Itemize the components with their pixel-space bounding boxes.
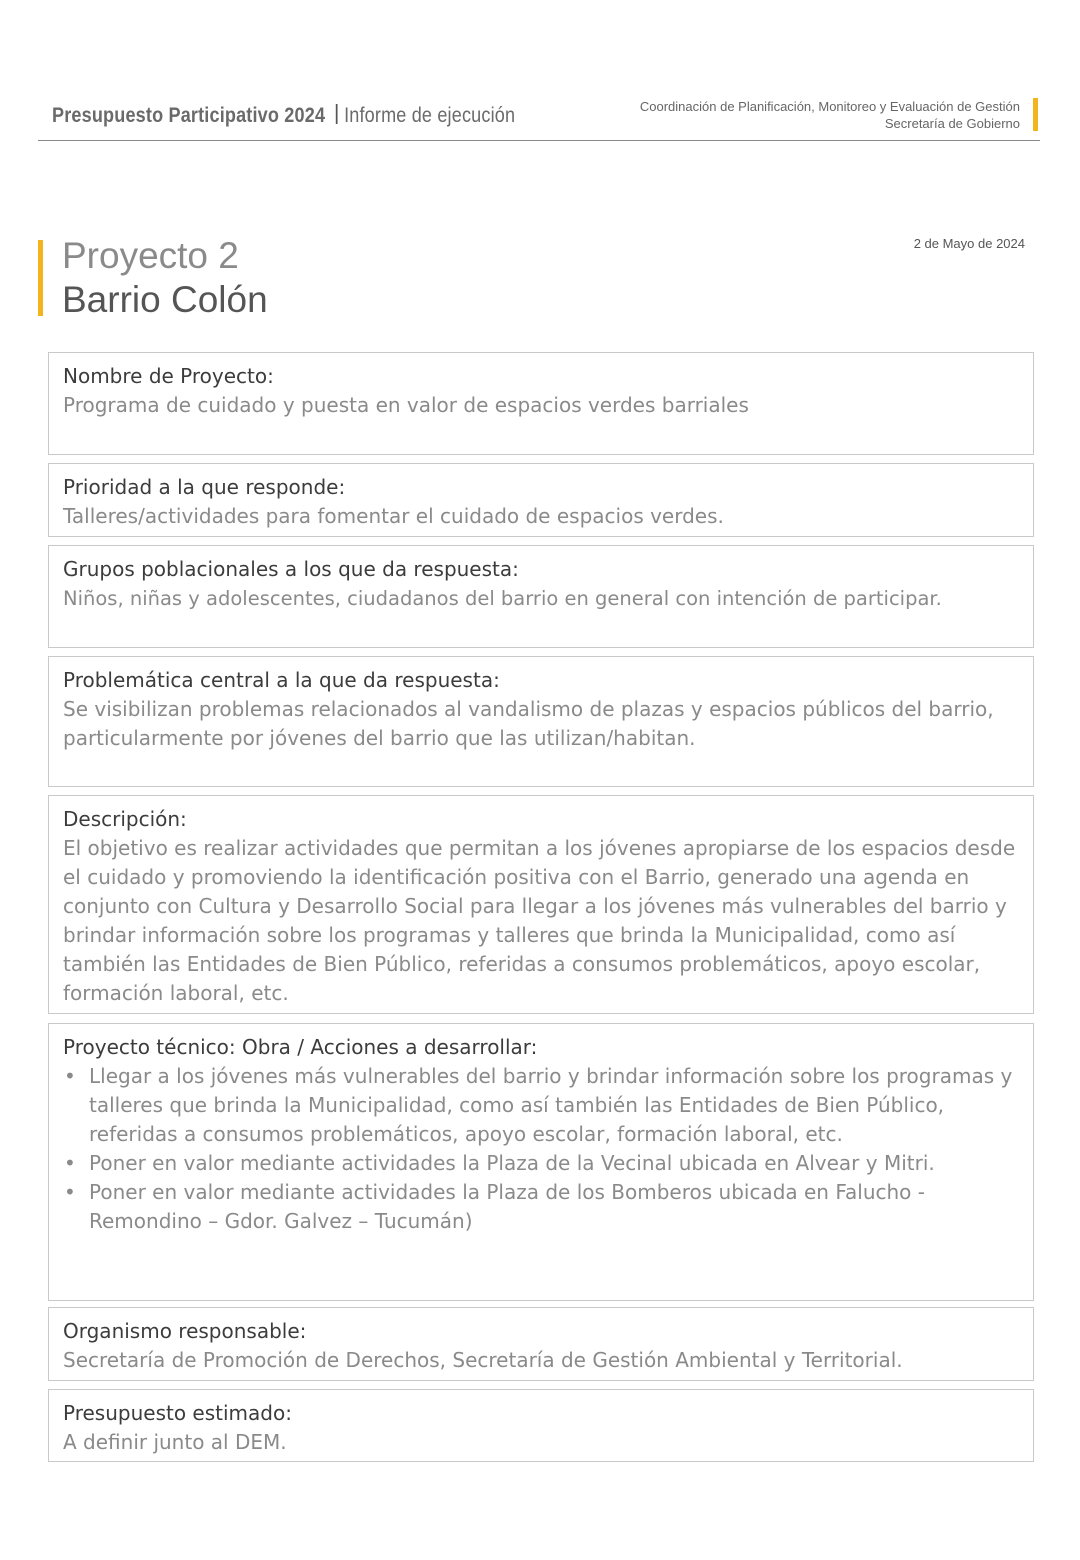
section-value: Se visibilizan problemas relacionados al vandalismo de plazas y espacios públicos del barrio, particularmente por jóvenes del barrio que las utilizan/habitan.: [63, 697, 994, 750]
page-header: [38, 96, 1040, 141]
section-label: Descripción:: [63, 807, 187, 831]
title-separator: [335, 104, 337, 124]
section-descripcion: [48, 795, 1034, 1014]
section-value: A definir junto al DEM.: [63, 1430, 287, 1454]
section-value: Secretaría de Promoción de Derechos, Secretaría de Gestión Ambiental y Territorial.: [63, 1348, 903, 1372]
section-label: Prioridad a la que responde:: [63, 475, 346, 499]
section-nombre: [48, 352, 1034, 455]
report-title-bold: Presupuesto Participativo 2024: [52, 104, 326, 127]
section-value: Niños, niñas y adolescentes, ciudadanos del barrio en general con intención de participar.: [63, 587, 942, 610]
actions-list: [63, 1062, 1019, 1236]
title-accent-bar: [38, 240, 43, 316]
header-accent-bar: [1033, 98, 1038, 131]
report-title: [52, 104, 515, 128]
section-label: Proyecto técnico: Obra / Acciones a desarrollar:: [63, 1035, 538, 1059]
section-label: Grupos poblacionales a los que da respuesta:: [63, 557, 519, 581]
section-label: Presupuesto estimado:: [63, 1401, 292, 1425]
section-value: Talleres/actividades para fomentar el cuidado de espacios verdes.: [63, 504, 724, 528]
report-date: 2 de Mayo de 2024: [913, 236, 1025, 251]
section-label: Nombre de Proyecto:: [63, 364, 274, 388]
organization-line-2: Secretaría de Gobierno: [884, 116, 1020, 131]
report-title-rest: Informe de ejecución: [344, 104, 516, 127]
section-prioridad: [48, 463, 1034, 537]
section-label: Problemática central a la que da respuesta:: [63, 668, 500, 692]
section-grupos: [48, 545, 1034, 648]
section-presupuesto: [48, 1389, 1034, 1462]
section-value: Programa de cuidado y puesta en valor de espacios verdes barriales: [63, 393, 749, 417]
list-item: • Poner en valor mediante actividades la Plaza de la Vecinal ubicada en Alvear y Mitri.: [89, 1149, 1019, 1178]
project-neighborhood: Barrio Colón: [62, 279, 268, 320]
section-value: El objetivo es realizar actividades que permitan a los jóvenes apropiarse de los espacios desde el cuidado y promoviendo la identificación positiva con el Barrio, generado una agenda en conjunto con Cultura y Desarrollo Social para llegar a los jóvenes más vulnerables del barrio y brindar información sobre los programas y talleres que brinda la Municipalidad, como así también las Entidades de Bien Público, referidas a consumos problemáticos, apoyo escolar, formación laboral, etc.: [63, 836, 1016, 1005]
section-organismo: [48, 1307, 1034, 1381]
list-item: • Llegar a los jóvenes más vulnerables del barrio y brindar información sobre los programas y talleres que brinda la Municipalidad, como así también las Entidades de Bien Público, referidas a consumos problemáticos, apoyo escolar, formación laboral, etc.: [89, 1062, 1019, 1149]
organization-block: [640, 98, 1020, 132]
section-problematica: [48, 656, 1034, 787]
project-number: Proyecto 2: [62, 235, 239, 276]
list-item: • Poner en valor mediante actividades la Plaza de los Bomberos ubicada en Falucho - Remondino – Gdor. Galvez – Tucumán): [89, 1178, 1019, 1236]
section-label: Organismo responsable:: [63, 1319, 307, 1343]
section-proyecto-tecnico: [48, 1023, 1034, 1301]
organization-line-1: Coordinación de Planificación, Monitoreo y Evaluación de Gestión: [639, 99, 1020, 114]
